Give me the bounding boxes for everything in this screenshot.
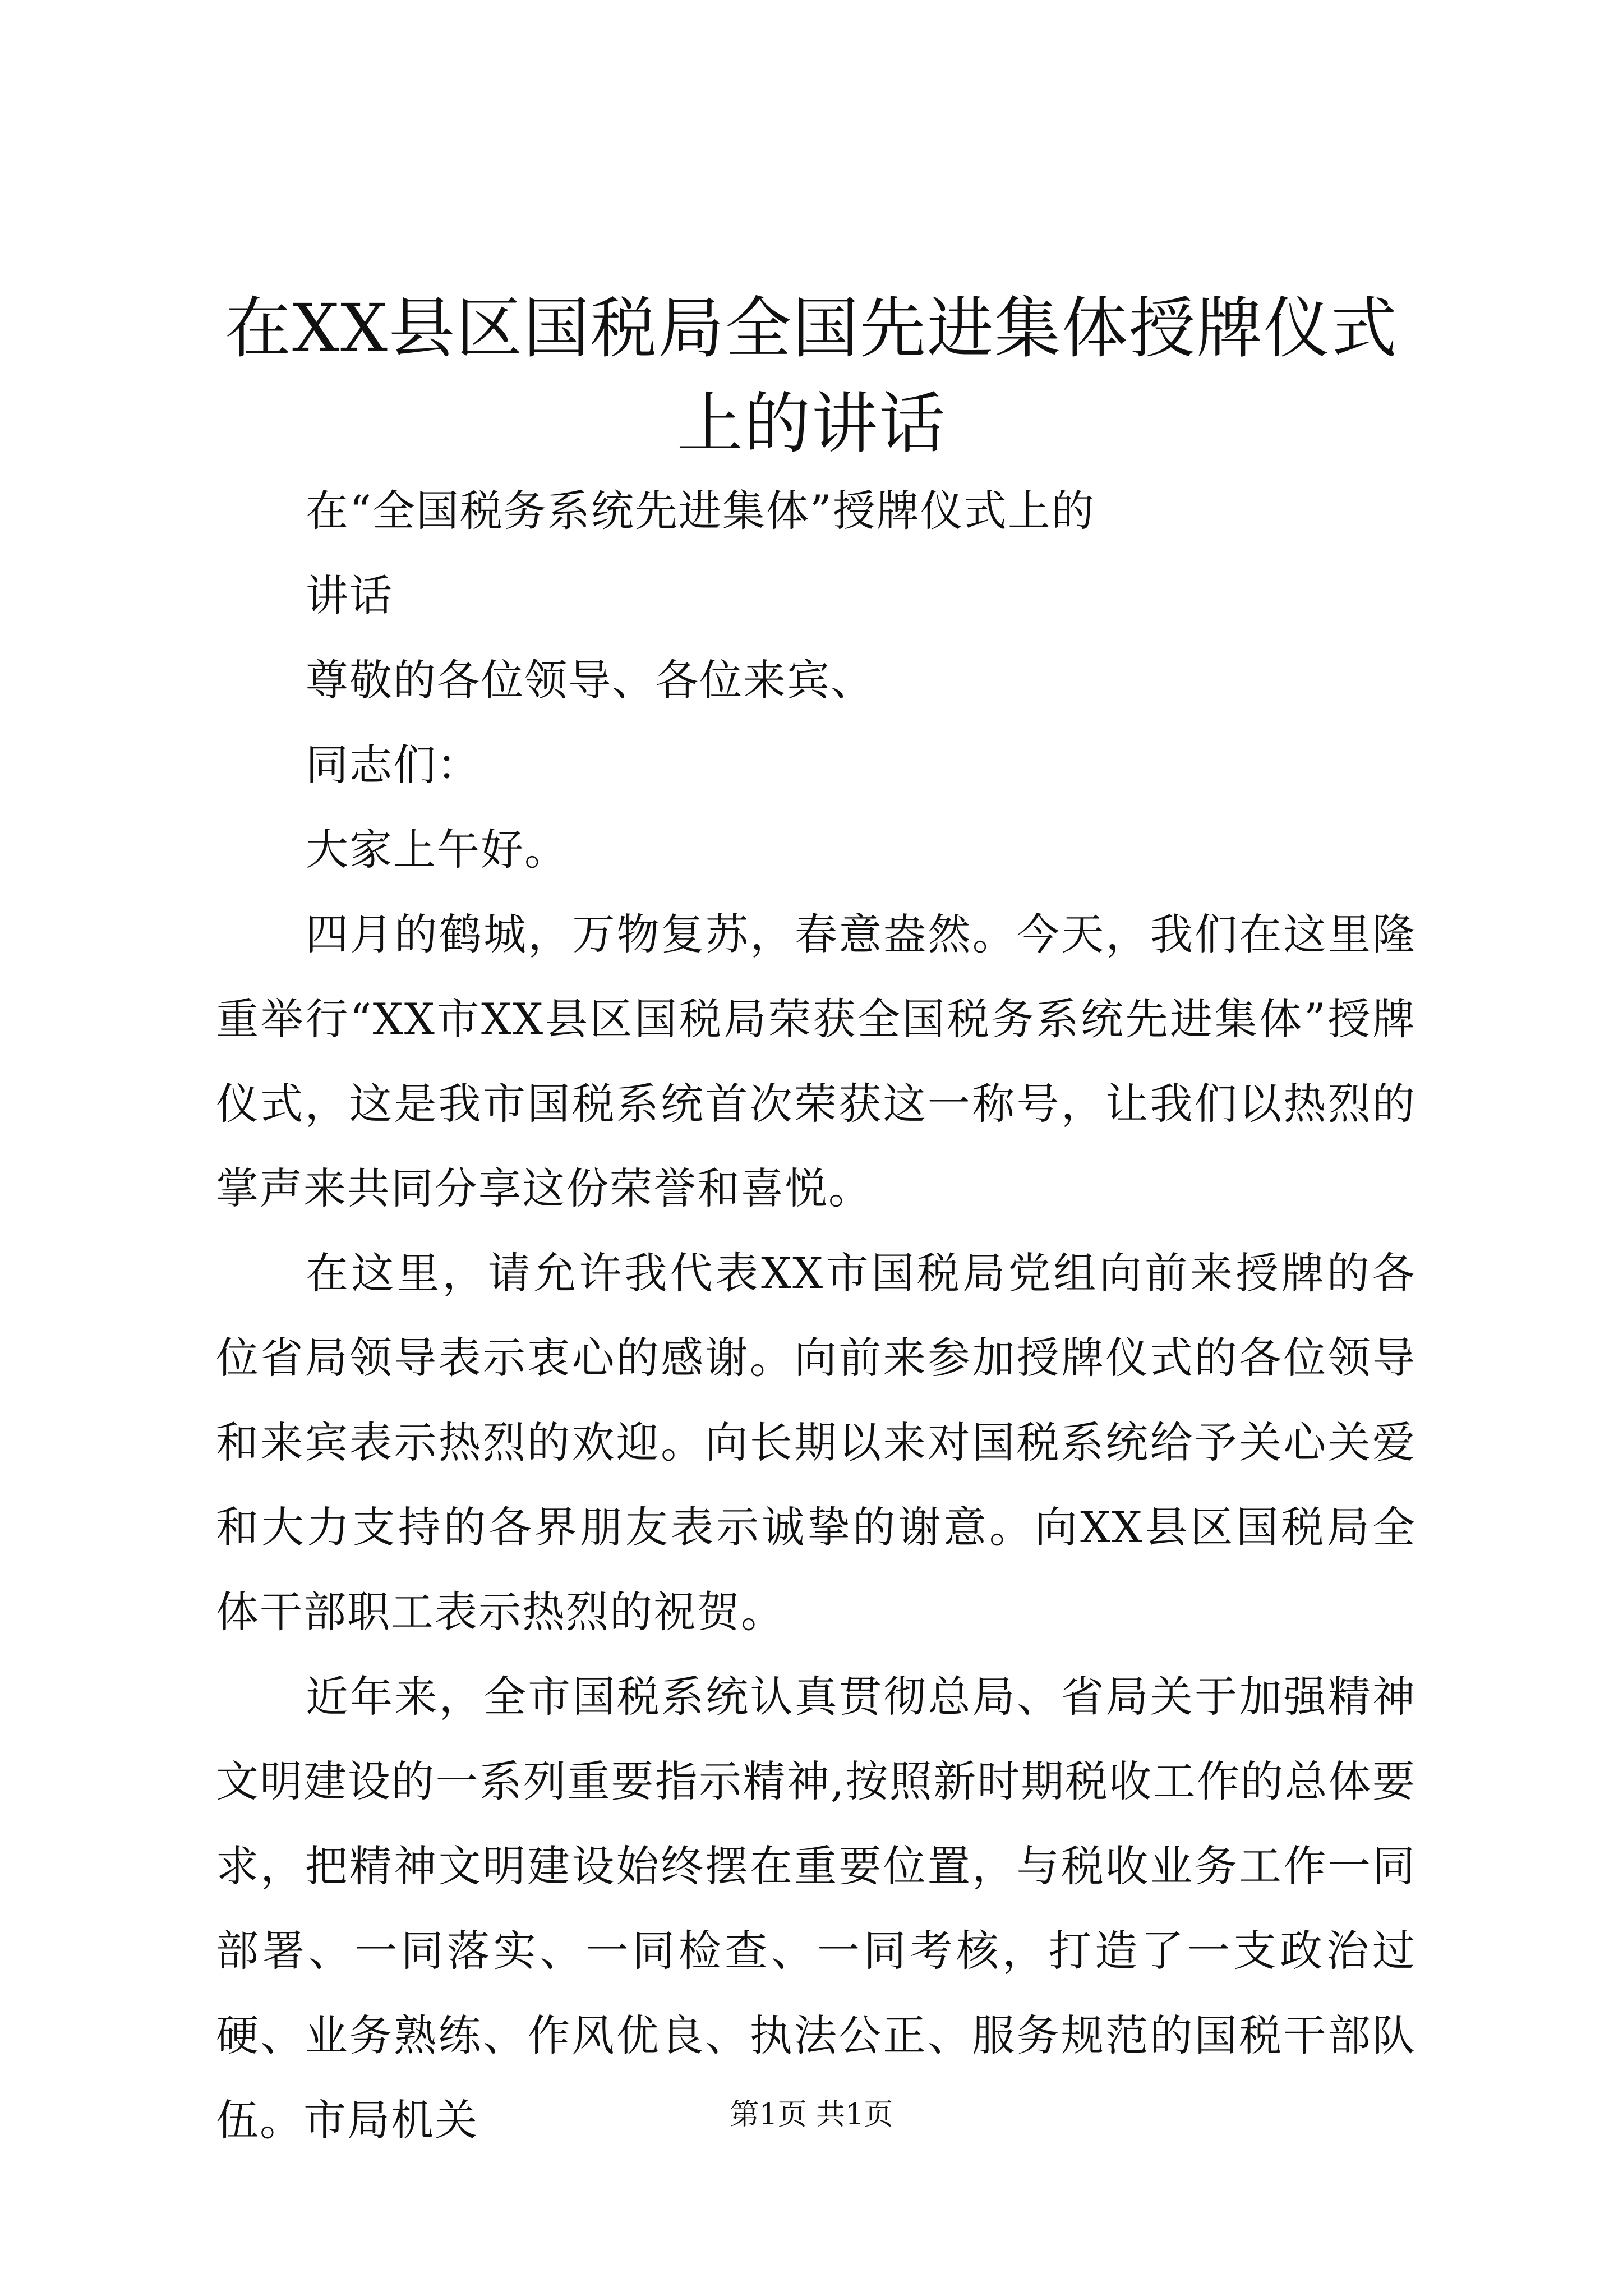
paragraph-opening: 四月的鹤城，万物复苏，春意盎然。今天，我们在这里隆重举行“XX市XX县区国税局荣获全国税务系统先进集体”授牌仪式，这是我市国税系统首次荣获这一称号，让我们以热烈的掌声来共同分享这份荣誉和喜悦。 xyxy=(216,909,1416,1213)
document-title: 在XX县区国税局全国先进集体授牌仪式上的讲话 xyxy=(224,289,1398,462)
paragraph-subtitle-line-2: 讲话 xyxy=(306,570,393,620)
document-body xyxy=(216,468,1416,2162)
paragraph-salutation-comrades: 同志们： xyxy=(306,740,481,790)
paragraph-subtitle-line-1: 在“全国税务系统先进集体”授牌仪式上的 xyxy=(306,486,1095,536)
page-footer: 第1页 共1页 xyxy=(730,2098,893,2132)
paragraph-thanks: 在这里，请允许我代表XX市国税局党组向前来授牌的各位省局领导表示衷心的感谢。向前来参加授牌仪式的各位领导和来宾表示热烈的欢迎。向长期以来对国税系统给予关心关爱和大力支持的各界朋友表示诚挚的谢意。向XX县区国税局全体干部职工表示热烈的祝贺。 xyxy=(216,1248,1416,1637)
paragraph-achievements: 近年来，全市国税系统认真贯彻总局、省局关于加强精神文明建设的一系列重要指示精神,按照新时期税收工作的总体要求，把精神文明建设始终摆在重要位置，与税收业务工作一同部署、一同落实、一同检查、一同考核，打造了一支政治过硬、业务熟练、作风优良、执法公正、服务规范的国税干部队伍。市局机关 xyxy=(216,1672,1416,2145)
paragraph-greeting: 大家上午好。 xyxy=(306,825,568,875)
paragraph-salutation: 尊敬的各位领导、各位来宾、 xyxy=(306,655,874,705)
